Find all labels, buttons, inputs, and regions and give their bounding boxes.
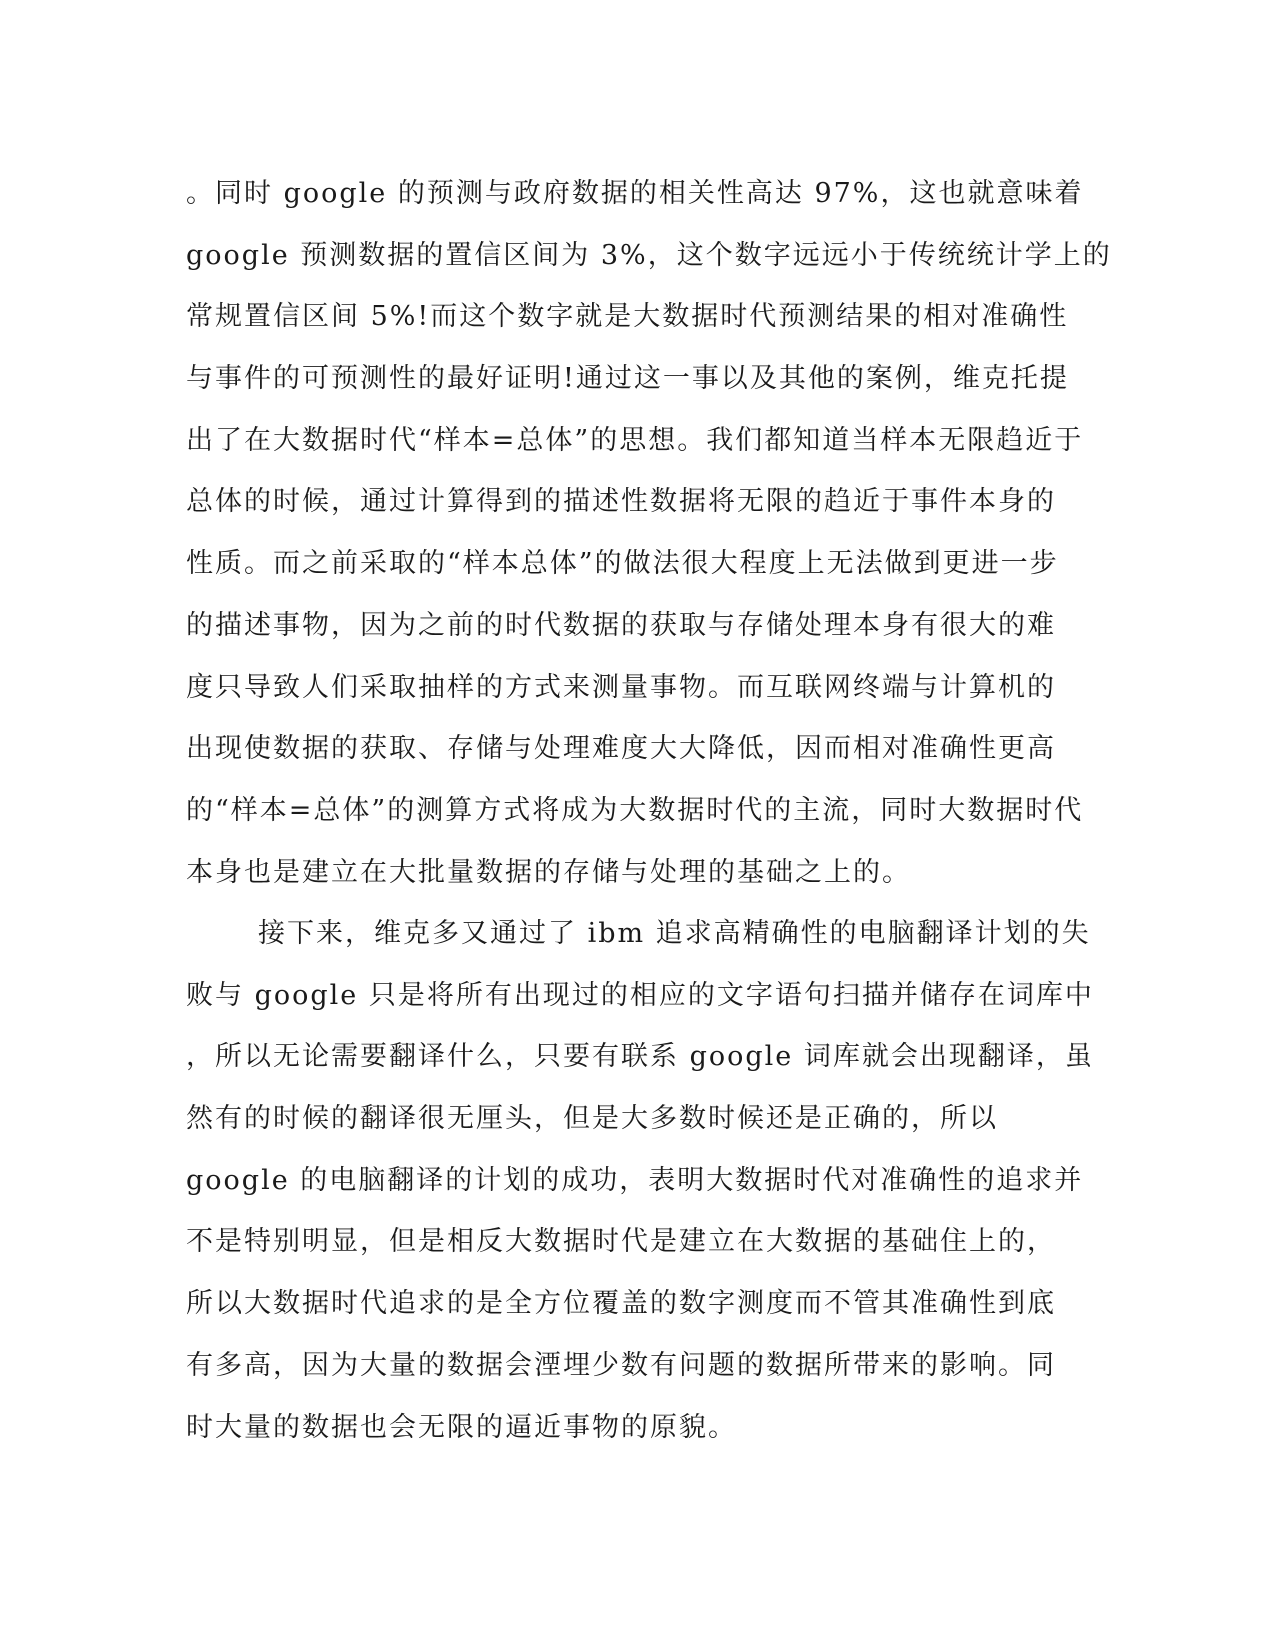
paragraph-line: 时大量的数据也会无限的逼近事物的原貌。 [186,1411,737,1443]
paragraph-line: 然有的时候的翻译很无厘头，但是大多数时候还是正确的，所以 [186,1103,998,1135]
paragraph-line: google 预测数据的置信区间为 3%，这个数字远远小于传统统计学上的 [186,239,1112,271]
paragraph-line: 所以大数据时代追求的是全方位覆盖的数字测度而不管其准确性到底 [186,1288,1056,1320]
paragraph-line: 出现使数据的获取、存储与处理难度大大降低，因而相对准确性更高 [186,733,1056,765]
paragraph-line: 的描述事物，因为之前的时代数据的获取与存储处理本身有很大的难 [186,609,1056,641]
paragraph-line: 本身也是建立在大批量数据的存储与处理的基础之上的。 [186,856,911,888]
paragraph-1 [186,163,1112,903]
paragraph-line: google 的电脑翻译的计划的成功，表明大数据时代对准确性的追求并 [186,1164,1084,1196]
paragraph-line: 败与 google 只是将所有出现过的相应的文字语句扫描并储存在词库中 [186,979,1094,1011]
paragraph-line: 性质。而之前采取的“样本总体”的做法很大程度上无法做到更进一步 [186,548,1059,580]
paragraph-line: 出了在大数据时代“样本=总体”的思想。我们都知道当样本无限趋近于 [186,424,1084,456]
paragraph-line: 与事件的可预测性的最好证明!通过这一事以及其他的案例，维克托提 [186,363,1069,395]
paragraph-line: 常规置信区间 5%!而这个数字就是大数据时代预测结果的相对准确性 [186,301,1069,333]
paragraph-line: 总体的时候，通过计算得到的描述性数据将无限的趋近于事件本身的 [186,486,1056,518]
paragraph-2 [186,903,1094,1458]
paragraph-line: 接下来，维克多又通过了 ibm 追求高精确性的电脑翻译计划的失 [258,918,1091,949]
paragraph-line: 不是特别明显，但是相反大数据时代是建立在大数据的基础住上的， [186,1226,1056,1258]
paragraph-line: 的“样本=总体”的测算方式将成为大数据时代的主流，同时大数据时代 [186,794,1084,826]
paragraph-line: 。同时 google 的预测与政府数据的相关性高达 97%，这也就意味着 [186,178,1084,209]
paragraph-line: 有多高，因为大量的数据会湮埋少数有问题的数据所带来的影响。同 [186,1349,1056,1381]
paragraph-line: ，所以无论需要翻译什么，只要有联系 google 词库就会出现翻译，虽 [186,1041,1094,1073]
paragraph-line: 度只导致人们采取抽样的方式来测量事物。而互联网终端与计算机的 [186,671,1056,703]
